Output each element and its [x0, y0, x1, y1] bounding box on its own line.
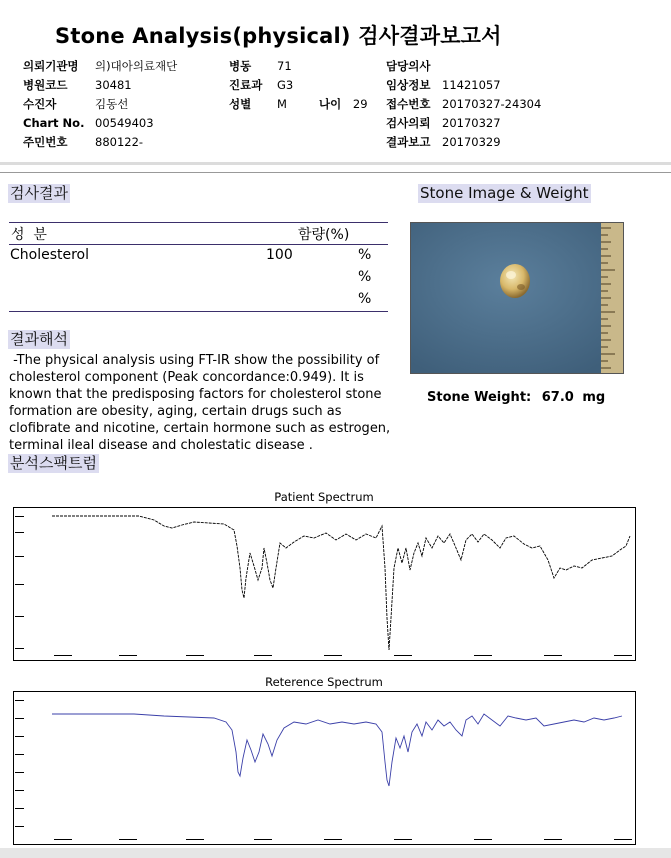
request-date-label: 검사의뢰: [386, 116, 431, 130]
patient-spectrum-title: Patient Spectrum: [274, 490, 374, 504]
request-date-value: 20170327: [442, 116, 501, 130]
table-top-rule: [9, 222, 388, 223]
department-label: 진료과: [229, 78, 263, 92]
resident-no-label: 주민번호: [23, 135, 68, 149]
receipt-no-value: 20170327-24304: [442, 97, 542, 111]
result-row-unit: %: [358, 269, 372, 285]
stone-photo-drawing: [411, 223, 623, 373]
spectrum-section-title: 분석스팩트럼: [10, 454, 97, 472]
report-title: Stone Analysis(physical) 검사결과보고서: [55, 24, 502, 48]
reference-spectrum-svg: [14, 692, 635, 844]
table-header-rule: [9, 244, 388, 245]
facility-value: 의)대아의료재단: [95, 59, 178, 73]
doctor-value: [442, 59, 541, 74]
result-row-value: 100: [266, 247, 293, 263]
patient-spectrum-plot: [13, 507, 636, 661]
reference-spectrum-title: Reterence Spectrum: [265, 675, 383, 689]
result-row-unit: %: [358, 291, 372, 307]
age-field: [319, 97, 368, 112]
stone-weight: [427, 390, 605, 405]
stone-weight-value: 67.0: [541, 390, 574, 405]
facility-label: 의뢰기관명: [23, 59, 79, 73]
header-col1: [23, 59, 177, 150]
clinical-info-label: 임상정보: [386, 78, 431, 92]
hospital-code-label: 병원코드: [23, 78, 68, 92]
stone-photo: [410, 222, 624, 374]
chart-no-label: Chart No.: [23, 116, 85, 130]
report-date-label: 결과보고: [386, 135, 431, 149]
chart-no-value: 00549403: [95, 116, 154, 130]
sex-value: M: [277, 97, 287, 111]
result-row-unit: %: [358, 247, 372, 263]
patient-spectrum-svg: [14, 508, 635, 660]
resident-no-value: 880122-: [95, 135, 144, 149]
doctor-label: 담당의사: [386, 59, 431, 73]
result-section-title: 검사결과: [10, 184, 68, 202]
interpretation-title: 결과해석: [10, 330, 68, 348]
receipt-no-label: 접수번호: [386, 97, 431, 111]
header-col2: [229, 59, 293, 112]
patient-value: 김동선: [95, 97, 129, 111]
table-bottom-rule: [9, 311, 388, 312]
ward-label: 병동: [229, 59, 252, 73]
stone-weight-label: Stone Weight:: [427, 390, 532, 405]
clinical-info-value: 11421057: [442, 78, 501, 92]
age-value: 29: [352, 97, 368, 111]
age-label: 나이: [319, 97, 342, 111]
interpretation-text: -The physical analysis using FT-IR show the possibility of cholesterol component (Peak concordance:0.949). It is known that the predisposing factors for cholesterol stone formation are obesity, aging, certain drugs such as clofibrate and nicotine, certain hormone such as estrogen, terminal ileal disease and cholestatic disease .: [9, 353, 395, 453]
hospital-code-value: 30481: [95, 78, 132, 92]
ward-value: 71: [277, 59, 292, 73]
image-section-title: Stone Image & Weight: [420, 184, 589, 202]
component-header: 성 분: [11, 227, 47, 243]
header-col3: [386, 59, 541, 150]
stone-weight-unit: mg: [582, 390, 606, 405]
patient-label: 수진자: [23, 97, 57, 111]
content-header: 함량(%): [298, 227, 350, 243]
result-row-component: Cholesterol: [10, 247, 90, 263]
header-divider-thin: [0, 172, 671, 173]
department-value: G3: [277, 78, 294, 92]
reference-spectrum-plot: [13, 691, 636, 845]
sex-label: 성별: [229, 97, 252, 111]
report-date-value: 20170329: [442, 135, 501, 149]
header-divider: [0, 162, 671, 165]
page-bottom-bar: [0, 848, 671, 858]
